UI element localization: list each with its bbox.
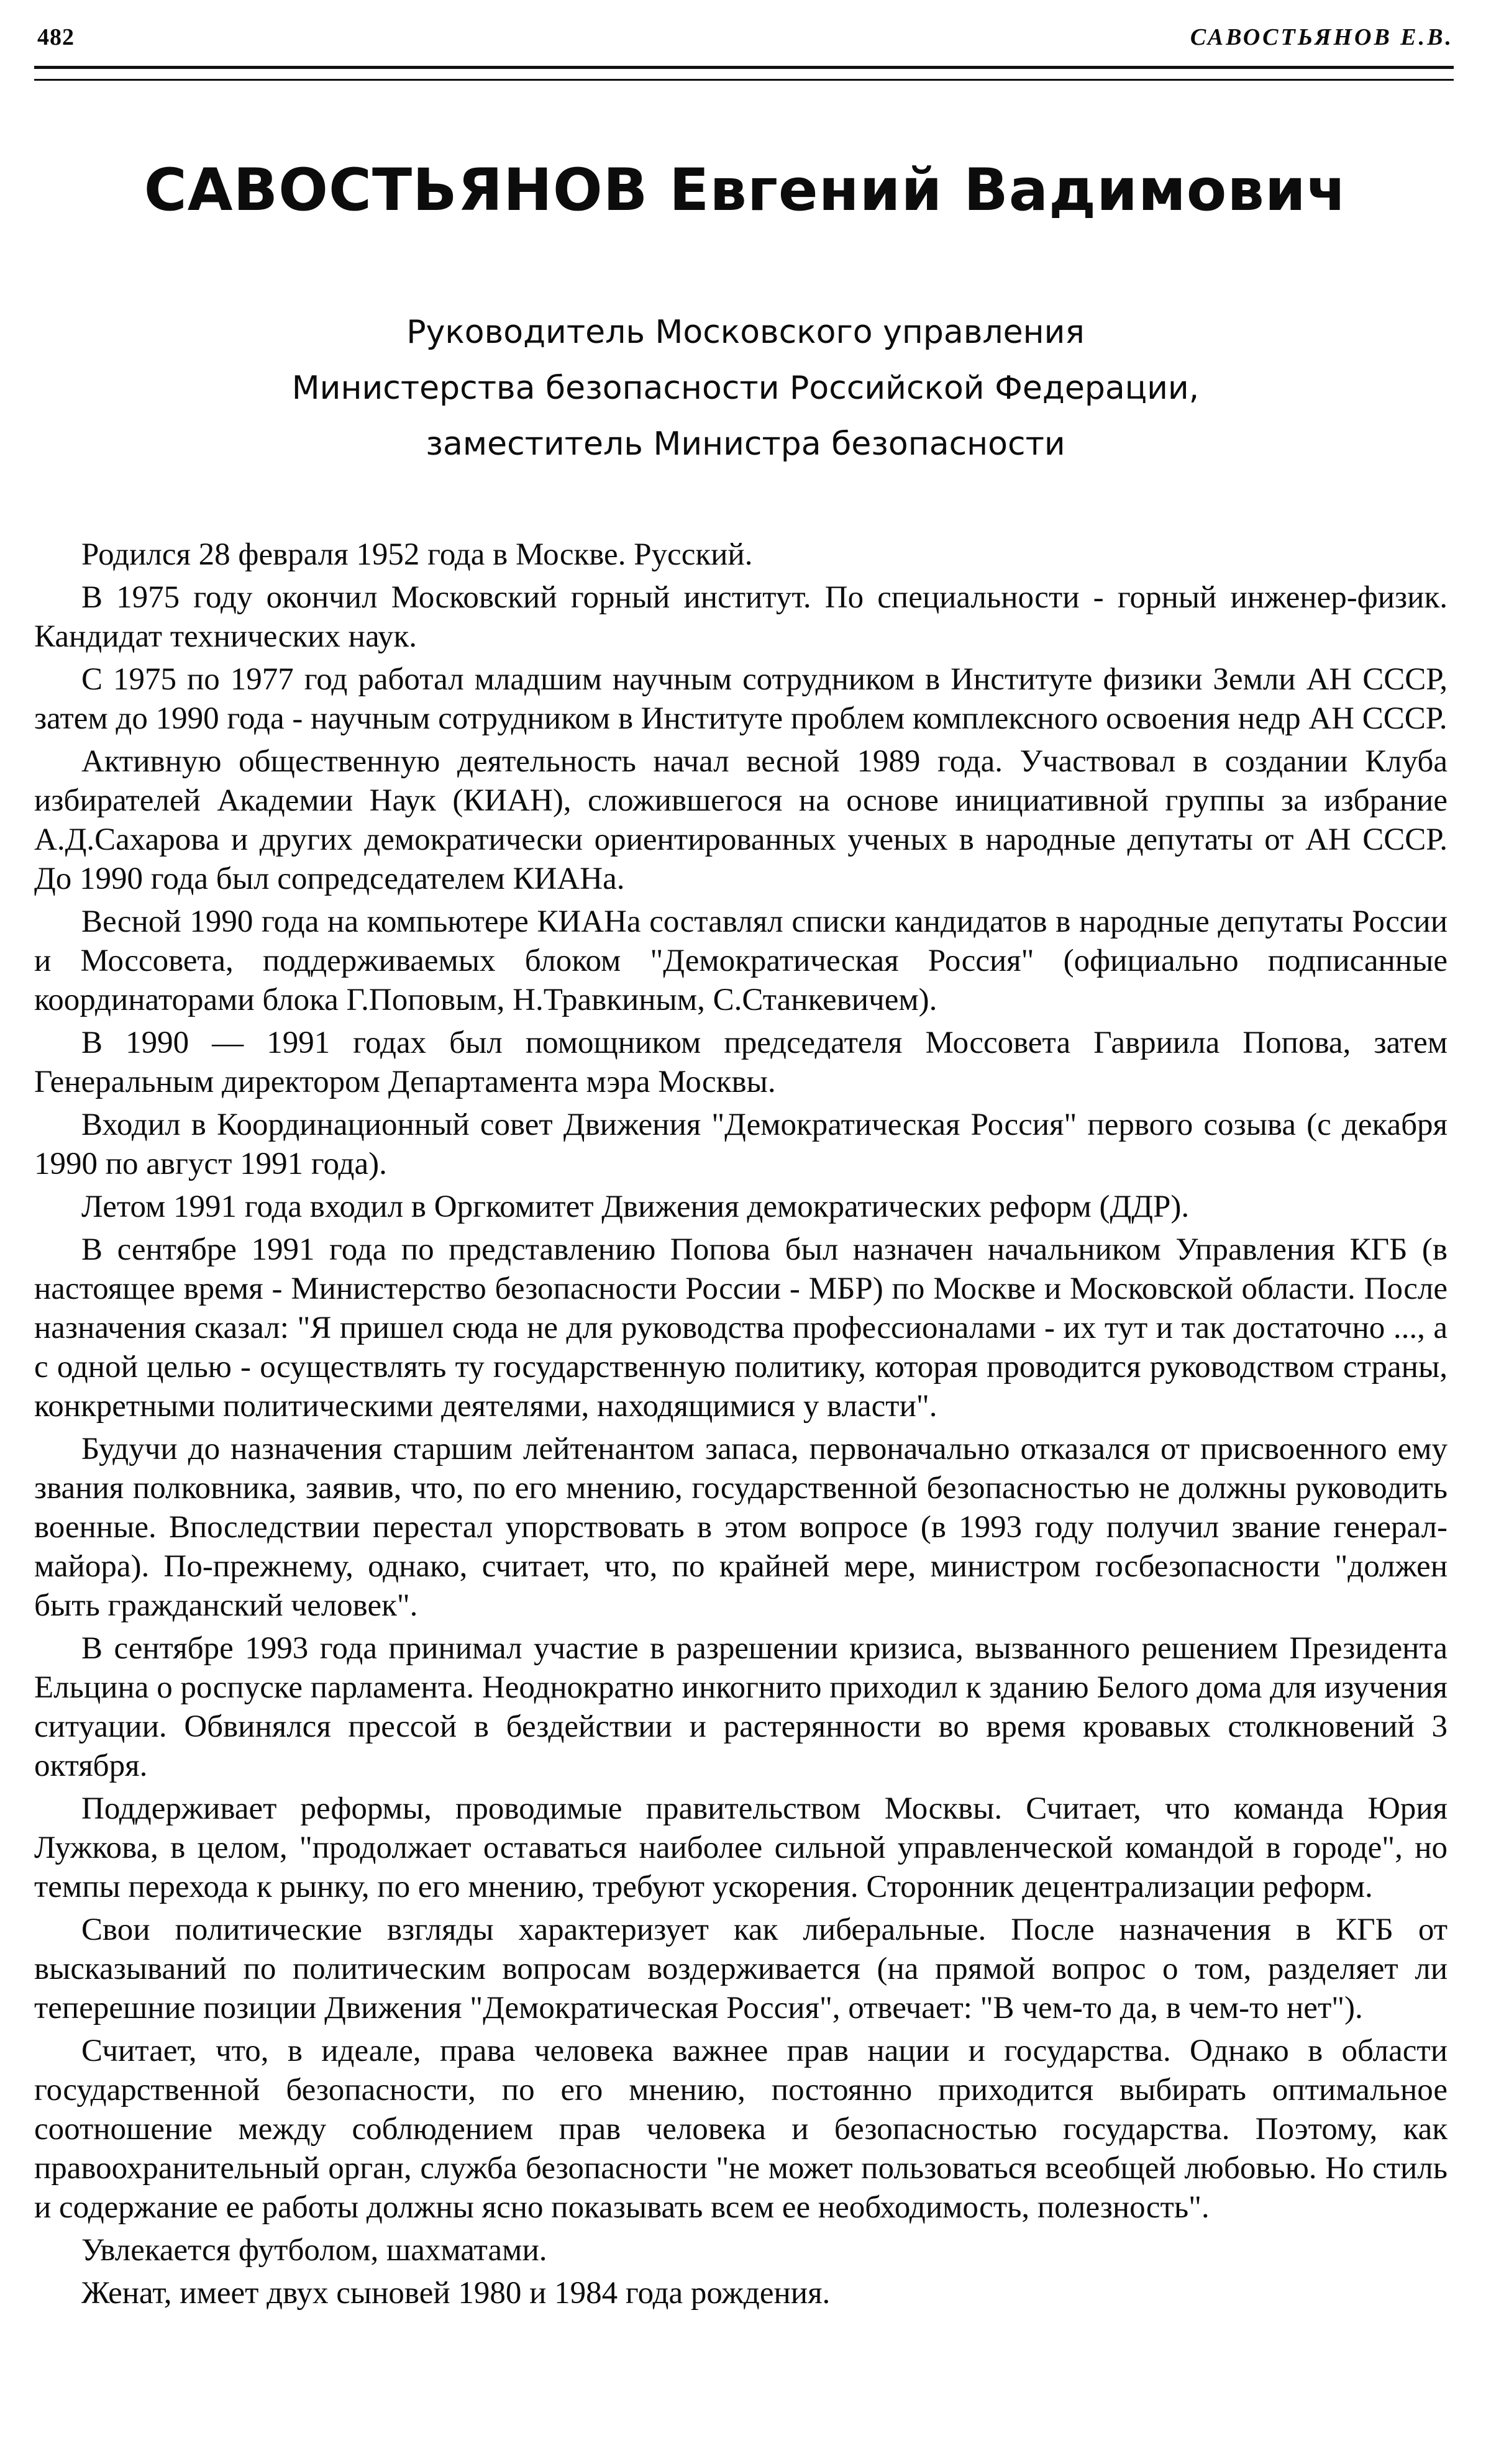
bio-paragraph-political-views: Свои политические взгляды характеризует как либеральные. После назначения в КГБ от высказываний по политическим вопросам воздерживается (на прямой вопрос о том, разделяет ли теперешние позиции Движения "Демократическая Россия", отвечает: "В чем-то да, в чем-то нет"). bbox=[34, 1912, 1448, 2025]
header-divider bbox=[34, 66, 1454, 81]
bio-paragraph-coordination-council: Входил в Координационный совет Движения "Демократическая Россия" первого созыва (с декабря 1990 по август 1991 года). bbox=[34, 1107, 1448, 1181]
bio-paragraph-public-activity: Активную общественную деятельность начал весной 1989 года. Участвовал в создании Клуба избирателей Академии Наук (КИАН), сложившегося на основе инициативной группы за избрание А.Д.Сахарова и других демократически ориентированных ученых в народные депутаты от АН СССР. До 1990 года был сопредседателем КИАНа. bbox=[34, 744, 1448, 896]
entry-title: САВОСТЬЯНОВ Евгений Вадимович bbox=[144, 157, 1347, 224]
bio-paragraph-kgb-appointment: В сентябре 1991 года по представлению Попова был назначен начальником Управления КГБ (в настоящее время - Министерство безопасности России - МБР) по Москве и Московской области. После назначения сказал: "Я пришел сюда не для руководства профессионалами - их тут и так достаточно ..., а с одной целью - осуществлять ту государственную политику, которая проводится руководством страны, конкретными политическими деятелями, находящимися у власти". bbox=[34, 1232, 1448, 1424]
bio-paragraph-military-rank: Будучи до назначения старшим лейтенантом запаса, первоначально отказался от присвоенного ему звания полковника, заявив, что, по его мнению, государственной безопасностью не должны руководить военные. Впоследствии перестал упорствовать в этом вопросе (в 1993 году получил звание генерал-майора). По-прежнему, однако, считает, что, по крайней мере, министром госбезопасности "должен быть гражданский человек". bbox=[34, 1432, 1448, 1623]
bio-paragraph-mossovet: В 1990 — 1991 годах был помощником председателя Моссовета Гавриила Попова, затем Генеральным директором Департамента мэра Москвы. bbox=[34, 1025, 1448, 1099]
biography-text bbox=[34, 535, 1448, 2313]
bio-paragraph-early-career: С 1975 по 1977 год работал младшим научным сотрудником в Институте физики Земли АН СССР, затем до 1990 года - научным сотрудником в Институте проблем комплексного освоения недр АН СССР. bbox=[34, 662, 1448, 736]
position-line: Руководитель Московского управления bbox=[406, 314, 1085, 351]
running-title: САВОСТЬЯНОВ Е.В. bbox=[1190, 24, 1454, 50]
bio-paragraph-orgcommittee: Летом 1991 года входил в Оргкомитет Движения демократических реформ (ДДР). bbox=[81, 1189, 1190, 1224]
position-line: Министерства безопасности Российской Федерации, bbox=[291, 370, 1200, 407]
position-description bbox=[0, 304, 1491, 472]
bio-paragraph-birth: Родился 28 февраля 1952 года в Москве. Русский. bbox=[81, 537, 753, 572]
position-line: заместитель Министра безопасности bbox=[426, 425, 1065, 463]
page-number: 482 bbox=[37, 24, 75, 50]
bio-paragraph-human-rights: Считает, что, в идеале, права человека важнее прав нации и государства. Однако в области государственной безопасности, по его мнению, постоянно приходится выбирать оптимальное соотношение между соблюдением прав человека и безопасностью государства. Поэтому, как правоохранительный орган, служба безопасности "не может пользоваться всеобщей любовью. Но стиль и содержание ее работы должны ясно показывать всем ее необходимость, полезность". bbox=[34, 2034, 1448, 2225]
bio-paragraph-reforms: Поддерживает реформы, проводимые правительством Москвы. Считает, что команда Юрия Лужкова, в целом, "продолжает оставаться наиболее сильной управленческой командой в городе", но темпы перехода к рынку, по его мнению, требуют ускорения. Сторонник децентрализации реформ. bbox=[34, 1791, 1448, 1904]
bio-paragraph-hobbies: Увлекается футболом, шахматами. bbox=[81, 2233, 547, 2268]
bio-paragraph-1993-crisis: В сентябре 1993 года принимал участие в разрешении кризиса, вызванного решением Президента Ельцина о роспуске парламента. Неоднократно инкогнито приходил к зданию Белого дома для изучения ситуации. Обвинялся прессой в бездействии и растерянности во время кровавых столкновений 3 октября. bbox=[34, 1631, 1448, 1783]
bio-paragraph-family: Женат, имеет двух сыновей 1980 и 1984 года рождения. bbox=[81, 2276, 831, 2311]
running-head bbox=[37, 19, 1454, 56]
bio-paragraph-candidate-lists: Весной 1990 года на компьютере КИАНа составлял списки кандидатов в народные депутаты России и Моссовета, поддерживаемых блоком "Демократическая Россия" (официально подписанные координаторами блока Г.Поповым, Н.Травкиным, С.Станкевичем). bbox=[34, 904, 1448, 1017]
bio-paragraph-education: В 1975 году окончил Московский горный институт. По специальности - горный инженер-физик. Кандидат технических наук. bbox=[34, 580, 1448, 654]
